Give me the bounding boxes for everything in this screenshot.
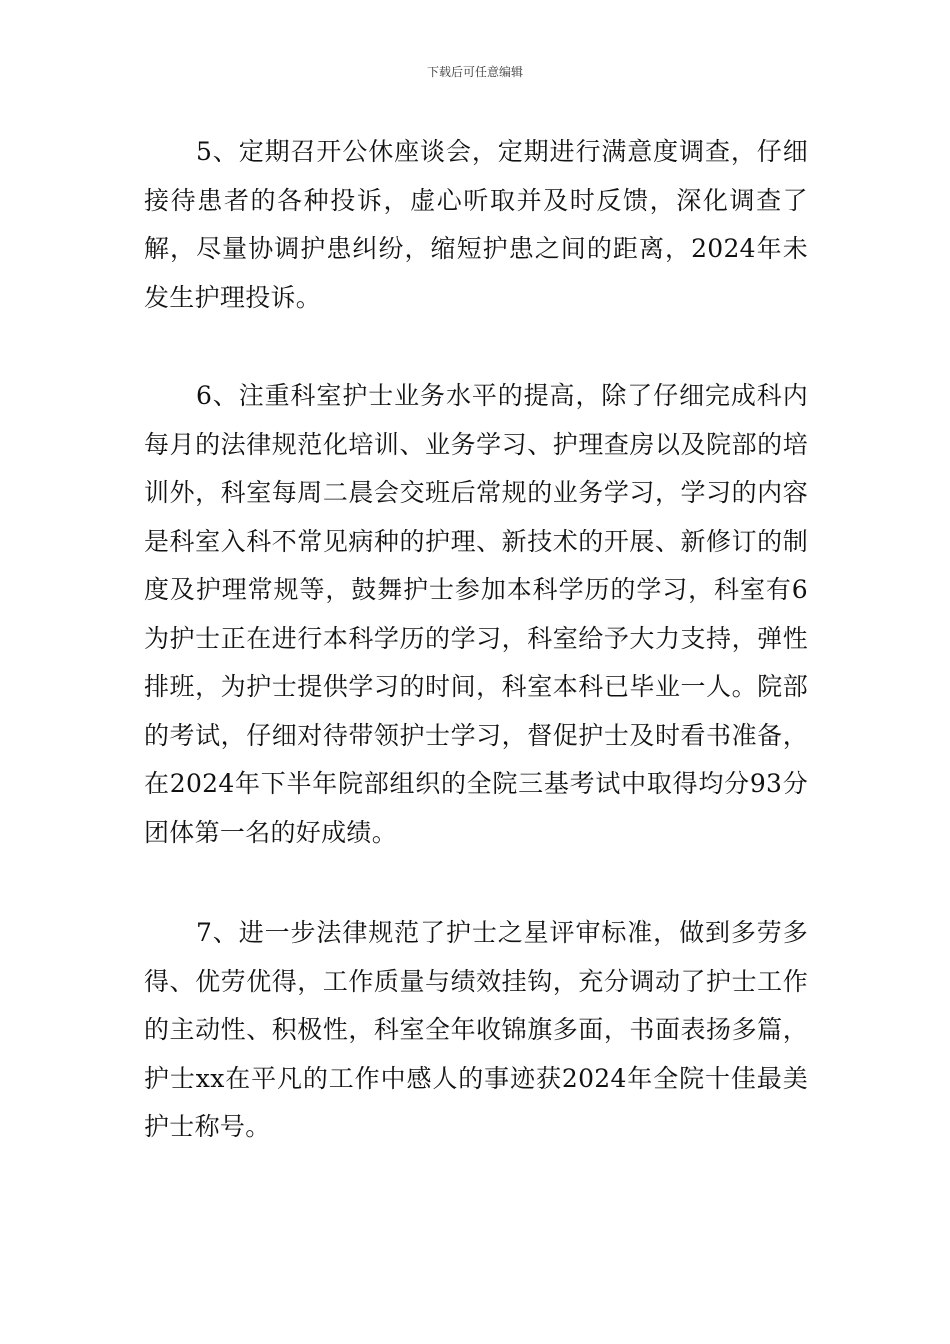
page-header: 下载后可任意编辑 [426,65,523,79]
paragraph-item-6: 6、注重科室护士业务水平的提高，除了仔细完成科内每月的法律规范化培训、业务学习、护理查房以及院部的培训外，科室每周二晨会交班后常规的业务学习，学习的内容是科室入科不常见病种的护理、新技术的开展、新修订的制度及护理常规等，鼓舞护士参加本科学历的学习，科室有6为护士正在进行本科学历的学习，科室给予大力支持，弹性排班，为护士提供学习的时间，科室本科已毕业一人。院部的考试，仔细对待带领护士学习，督促护士及时看书准备，在2024年下半年院部组织的全院三基考试中取得均分93分团体第一名的好成绩。 [144,381,808,847]
paragraph-item-7: 7、进一步法律规范了护士之星评审标准，做到多劳多得、优劳优得，工作质量与绩效挂钩，充分调动了护士工作的主动性、积极性，科室全年收锦旗多面，书面表扬多篇，护士xx在平凡的工作中感人的事迹获2024年全院十佳最美护士称号。 [144,918,808,1141]
document-body [144,128,808,1152]
paragraph-item-5: 5、定期召开公休座谈会，定期进行满意度调查，仔细接待患者的各种投诉，虚心听取并及时反馈，深化调查了解，尽量协调护患纠纷，缩短护患之间的距离，2024年未发生护理投诉。 [144,137,808,312]
